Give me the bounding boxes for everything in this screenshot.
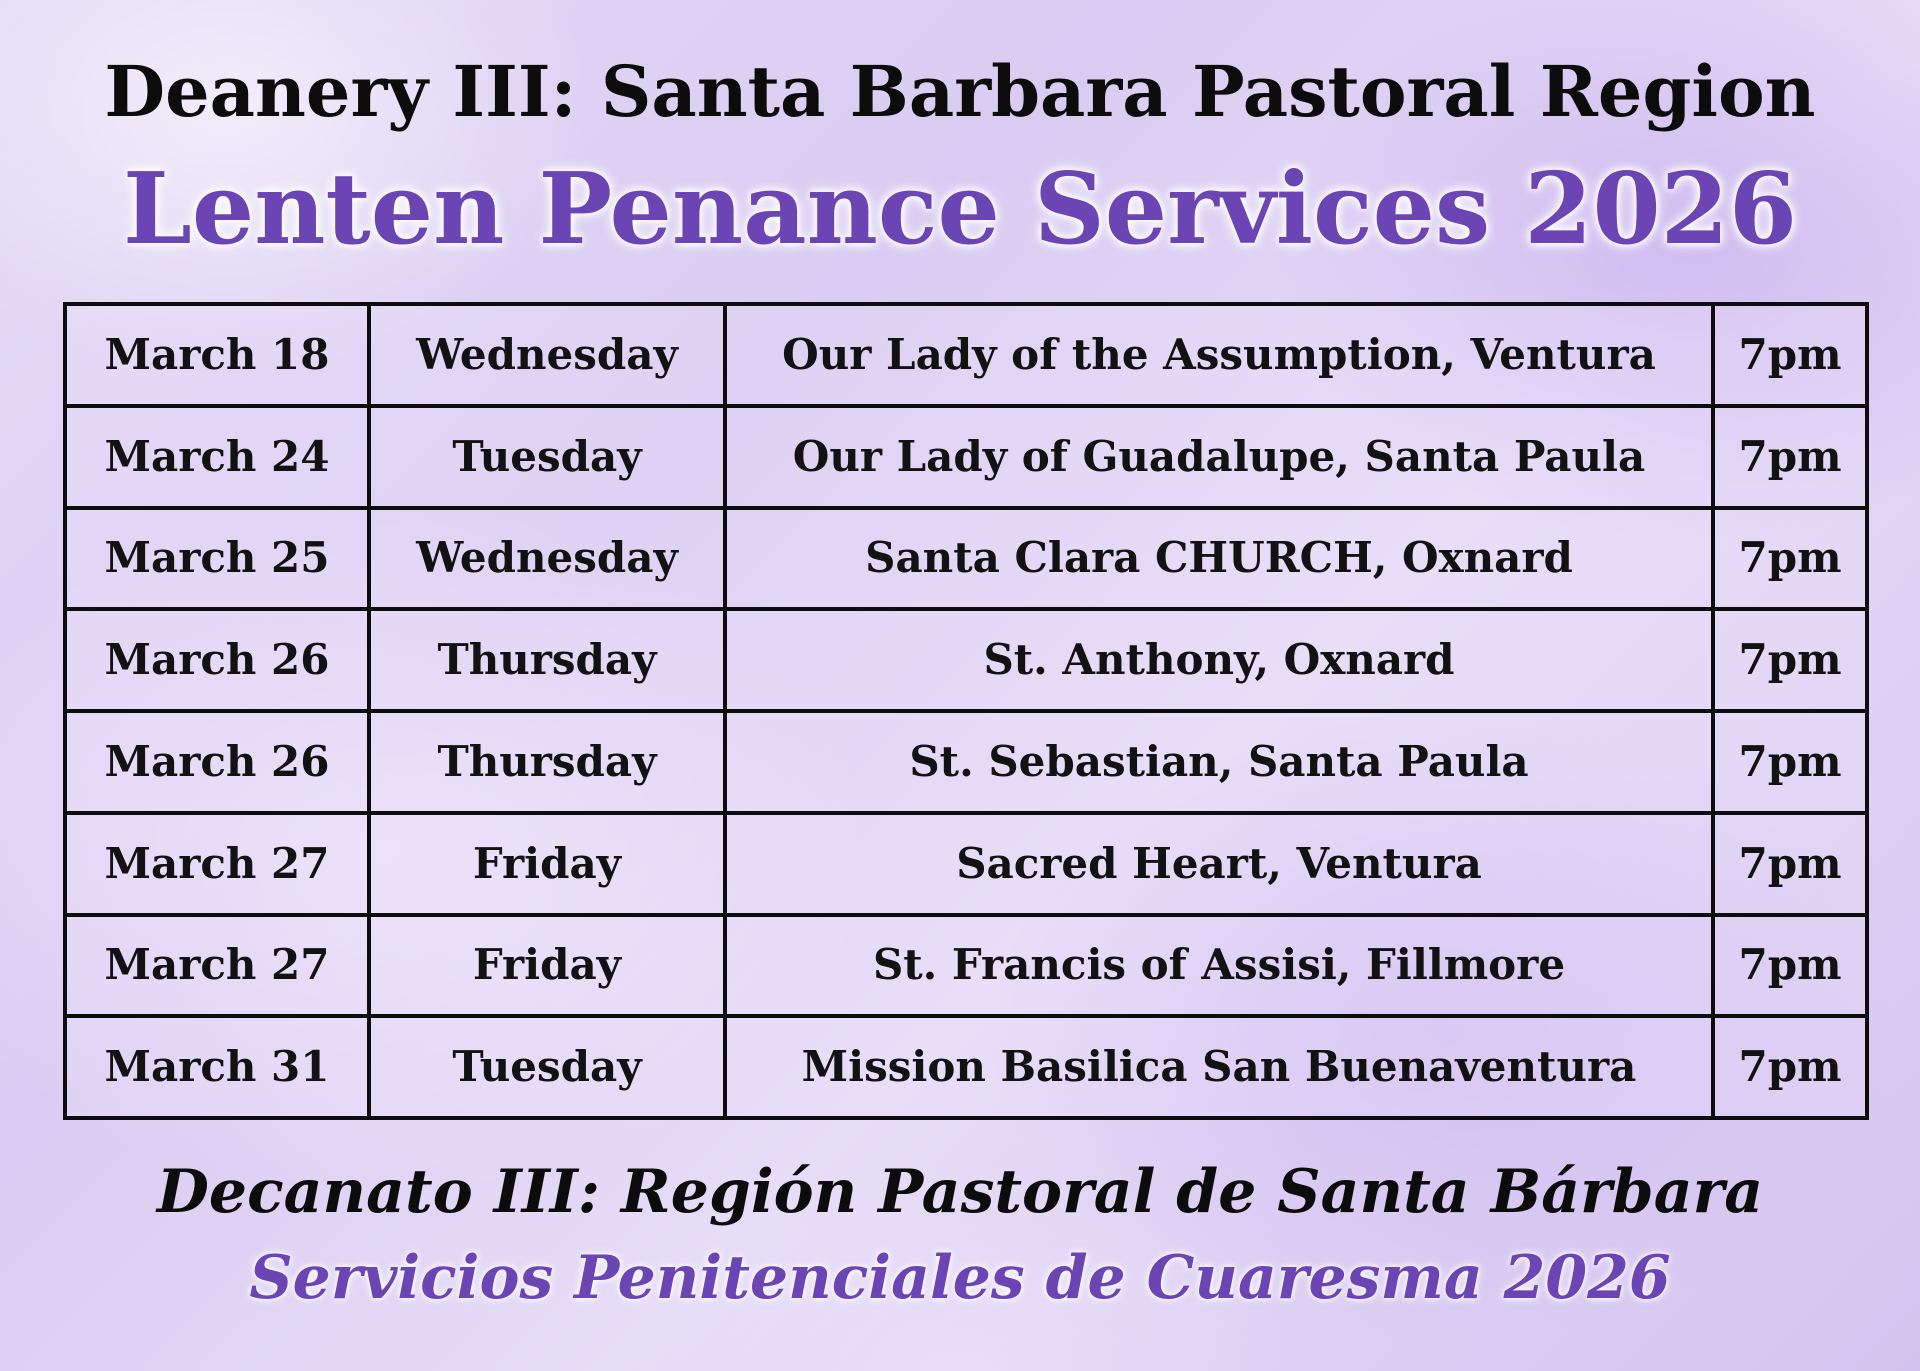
time-cell: 7pm <box>1713 304 1867 406</box>
table-row <box>65 1016 1867 1118</box>
date-cell: March 27 <box>65 813 369 915</box>
location-cell: St. Sebastian, Santa Paula <box>725 711 1713 813</box>
weekday-cell: Thursday <box>369 711 725 813</box>
location-cell: Mission Basilica San Buenaventura <box>725 1016 1713 1118</box>
weekday-cell: Tuesday <box>369 1016 725 1118</box>
table-row <box>65 609 1867 711</box>
table-row <box>65 406 1867 508</box>
location-cell: St. Anthony, Oxnard <box>725 609 1713 711</box>
weekday-cell: Friday <box>369 915 725 1017</box>
table-row <box>65 711 1867 813</box>
weekday-cell: Thursday <box>369 609 725 711</box>
location-cell: Sacred Heart, Ventura <box>725 813 1713 915</box>
time-cell: 7pm <box>1713 609 1867 711</box>
location-cell: Our Lady of Guadalupe, Santa Paula <box>725 406 1713 508</box>
date-cell: March 25 <box>65 508 369 610</box>
event-title: Lenten Penance Services 2026 <box>122 152 1798 267</box>
date-cell: March 24 <box>65 406 369 508</box>
location-cell: Santa Clara CHURCH, Oxnard <box>725 508 1713 610</box>
event-title-spanish: Servicios Penitenciales de Cuaresma 2026 <box>249 1243 1671 1313</box>
location-cell: Our Lady of the Assumption, Ventura <box>725 304 1713 406</box>
location-cell: St. Francis of Assisi, Fillmore <box>725 915 1713 1017</box>
decanato-title: Decanato III: Región Pastoral de Santa Bárbara <box>156 1157 1764 1227</box>
services-schedule-table <box>63 302 1869 1120</box>
weekday-cell: Wednesday <box>369 508 725 610</box>
date-cell: March 31 <box>65 1016 369 1118</box>
date-cell: March 26 <box>65 711 369 813</box>
weekday-cell: Wednesday <box>369 304 725 406</box>
weekday-cell: Tuesday <box>369 406 725 508</box>
time-cell: 7pm <box>1713 508 1867 610</box>
date-cell: March 18 <box>65 304 369 406</box>
table-row <box>65 508 1867 610</box>
table-row <box>65 915 1867 1017</box>
time-cell: 7pm <box>1713 406 1867 508</box>
time-cell: 7pm <box>1713 813 1867 915</box>
date-cell: March 27 <box>65 915 369 1017</box>
date-cell: March 26 <box>65 609 369 711</box>
weekday-cell: Friday <box>369 813 725 915</box>
time-cell: 7pm <box>1713 915 1867 1017</box>
deanery-title: Deanery III: Santa Barbara Pastoral Region <box>104 50 1816 133</box>
table-row <box>65 304 1867 406</box>
time-cell: 7pm <box>1713 711 1867 813</box>
table-row <box>65 813 1867 915</box>
time-cell: 7pm <box>1713 1016 1867 1118</box>
